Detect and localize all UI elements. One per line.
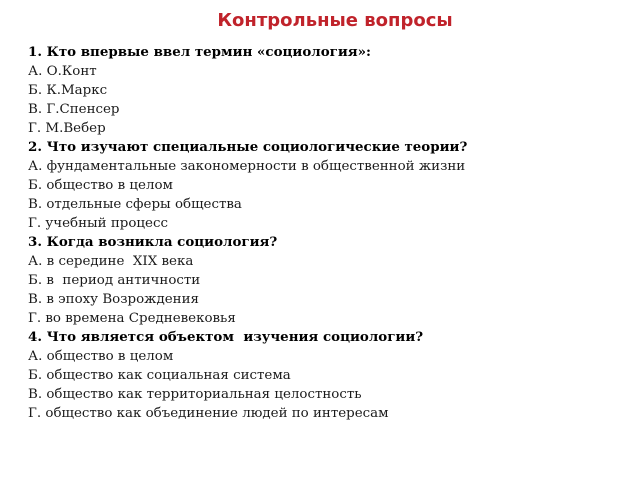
question-2-option-b: Б. общество в целом [28, 178, 173, 193]
question-1: 1. Кто впервые ввел термин «социология»: [28, 44, 371, 60]
question-3-option-a: А. в середине XIX века [28, 254, 194, 269]
question-4-option-c: В. общество как территориальная целостность [28, 387, 362, 402]
question-1-option-d: Г. М.Вебер [28, 121, 106, 136]
question-1-option-a: А. О.Конт [28, 64, 97, 79]
question-3-option-b: Б. в период античности [28, 273, 201, 288]
question-3: 3. Когда возникла социология? [28, 234, 278, 250]
question-4-option-b: Б. общество как социальная система [28, 368, 291, 383]
question-2: 2. Что изучают специальные социологические теории? [28, 139, 468, 155]
question-1-option-b: Б. К.Маркс [28, 83, 108, 98]
question-4-option-a: А. общество в целом [28, 349, 174, 364]
question-3-option-d: Г. во времена Средневековья [28, 311, 236, 326]
question-3-option-c: В. в эпоху Возрождения [28, 292, 199, 307]
question-2-option-a: А. фундаментальные закономерности в общественной жизни [28, 159, 466, 174]
slide-title: Контрольные вопросы [217, 10, 453, 31]
question-2-option-d: Г. учебный процесс [28, 216, 168, 231]
quiz-list [28, 43, 628, 423]
question-4-option-d: Г. общество как объединение людей по интересам [28, 406, 389, 421]
question-1-option-c: В. Г.Спенсер [28, 102, 120, 117]
question-4: 4. Что является объектом изучения социологии? [28, 329, 424, 345]
question-2-option-c: В. отдельные сферы общества [28, 197, 242, 212]
